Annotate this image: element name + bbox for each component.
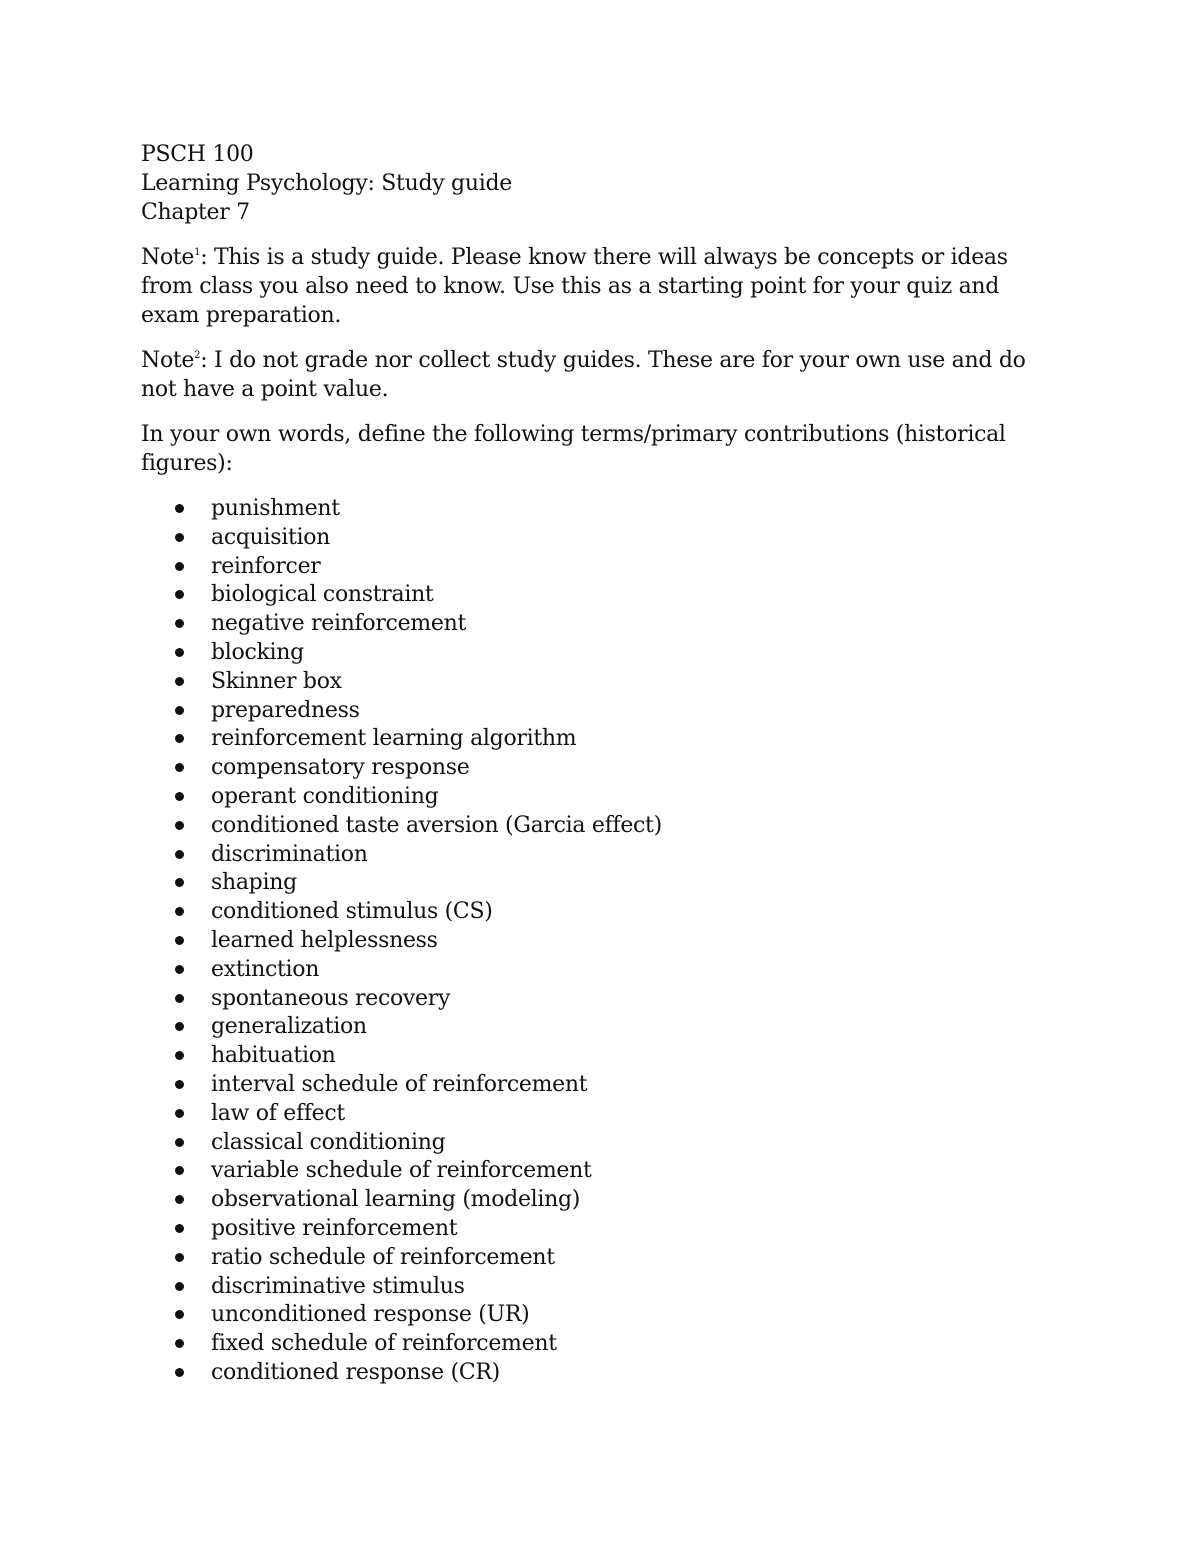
- term-text: conditioned taste aversion (Garcia effect): [211, 812, 662, 838]
- bullet-icon: [175, 1339, 184, 1348]
- term-list-item: [141, 1099, 1041, 1128]
- bullet-icon: [175, 533, 184, 542]
- term-text: punishment: [211, 496, 340, 521]
- term-text: biological constraint: [211, 582, 434, 608]
- term-text: conditioned response (CR): [211, 1359, 500, 1385]
- term-list-item: [141, 897, 1041, 926]
- term-list-item: [141, 868, 1041, 897]
- term-list-item: [141, 1214, 1041, 1243]
- bullet-icon: [175, 763, 184, 772]
- bullet-icon: [175, 994, 184, 1003]
- term-text: reinforcer: [211, 553, 321, 579]
- term-list-item: [141, 552, 1041, 581]
- bullet-icon: [175, 1080, 184, 1089]
- note-2-text: : I do not grade nor collect study guides. These are for your own use and do not have a point value.: [141, 348, 1026, 402]
- term-text: habituation: [211, 1043, 336, 1069]
- term-text: spontaneous recovery: [211, 985, 451, 1011]
- term-list-item: [141, 955, 1041, 984]
- term-text: acquisition: [211, 524, 331, 550]
- bullet-icon: [175, 734, 184, 743]
- bullet-icon: [175, 1138, 184, 1147]
- bullet-icon: [175, 1195, 184, 1204]
- term-list-item: [141, 1185, 1041, 1214]
- term-list-item: [141, 811, 1041, 840]
- term-text: unconditioned response (UR): [211, 1302, 530, 1328]
- bullet-icon: [175, 590, 184, 599]
- term-list-item: [141, 984, 1041, 1013]
- bullet-icon: [175, 850, 184, 859]
- course-code: PSCH 100: [141, 142, 254, 167]
- term-text: classical conditioning: [211, 1129, 446, 1155]
- note-2-marker: 2: [194, 350, 201, 361]
- bullet-icon: [175, 878, 184, 887]
- bullet-icon: [175, 1051, 184, 1060]
- term-list-item: [141, 580, 1041, 609]
- term-text: operant conditioning: [211, 783, 439, 809]
- term-list-item: [141, 724, 1041, 753]
- term-text: discriminative stimulus: [211, 1273, 465, 1299]
- bullet-icon: [175, 1368, 184, 1377]
- term-text: observational learning (modeling): [211, 1187, 581, 1213]
- term-list-item: [141, 667, 1041, 696]
- term-list-item: [141, 1041, 1041, 1070]
- term-text: extinction: [211, 956, 320, 982]
- bullet-icon: [175, 1310, 184, 1319]
- term-list-item: [141, 494, 1041, 523]
- term-list-item: [141, 1358, 1041, 1387]
- term-text: interval schedule of reinforcement: [211, 1071, 588, 1097]
- term-text: ratio schedule of reinforcement: [211, 1244, 555, 1270]
- term-list-item: [141, 782, 1041, 811]
- term-text: conditioned stimulus (CS): [211, 899, 493, 925]
- term-list-item: [141, 1300, 1041, 1329]
- term-list-item: [141, 1128, 1041, 1157]
- note-2-label: Note: [141, 348, 195, 373]
- term-list-item: [141, 1272, 1041, 1301]
- bullet-icon: [175, 504, 184, 513]
- bullet-icon: [175, 1166, 184, 1175]
- term-text: reinforcement learning algorithm: [211, 726, 577, 752]
- bullet-icon: [175, 907, 184, 916]
- bullet-icon: [175, 1253, 184, 1262]
- document-header: [141, 140, 1041, 227]
- bullet-icon: [175, 821, 184, 830]
- term-list-item: [141, 1329, 1041, 1358]
- term-list-item: [141, 1012, 1041, 1041]
- note-1-label: Note: [141, 245, 195, 270]
- term-list-item: [141, 840, 1041, 869]
- chapter-label: Chapter 7: [141, 200, 250, 225]
- term-text: positive reinforcement: [211, 1215, 458, 1241]
- term-list-item: [141, 609, 1041, 638]
- term-text: variable schedule of reinforcement: [211, 1158, 592, 1184]
- term-list-item: [141, 696, 1041, 725]
- term-text: preparedness: [211, 697, 360, 723]
- term-list-item: [141, 753, 1041, 782]
- note-1-marker: 1: [194, 247, 201, 258]
- note-1: [141, 243, 1041, 330]
- bullet-icon: [175, 1224, 184, 1233]
- term-text: Skinner box: [211, 668, 342, 694]
- term-list-item: [141, 1156, 1041, 1185]
- term-text: learned helplessness: [211, 927, 438, 953]
- document-page: [141, 140, 1041, 1387]
- bullet-icon: [175, 562, 184, 571]
- bullet-icon: [175, 619, 184, 628]
- term-text: shaping: [211, 870, 297, 896]
- term-list-item: [141, 523, 1041, 552]
- bullet-icon: [175, 936, 184, 945]
- note-2: [141, 346, 1041, 404]
- term-list-item: [141, 1070, 1041, 1099]
- term-list-item: [141, 1243, 1041, 1272]
- term-text: discrimination: [211, 841, 368, 867]
- bullet-icon: [175, 792, 184, 801]
- instruction-text: In your own words, define the following terms/primary contributions (historical figures):: [141, 422, 1006, 476]
- bullet-icon: [175, 1022, 184, 1031]
- term-list-item: [141, 926, 1041, 955]
- term-text: negative reinforcement: [211, 611, 466, 637]
- term-text: compensatory response: [211, 755, 470, 781]
- bullet-icon: [175, 648, 184, 657]
- term-text: blocking: [211, 639, 304, 665]
- term-text: generalization: [211, 1014, 367, 1040]
- bullet-icon: [175, 677, 184, 686]
- term-text: law of effect: [211, 1100, 345, 1126]
- note-1-text: : This is a study guide. Please know there will always be concepts or ideas from class you also need to know. Use this as a starting point for your quiz and exam preparation.: [141, 245, 1008, 328]
- term-list-item: [141, 638, 1041, 667]
- document-title: Learning Psychology: Study guide: [141, 171, 512, 196]
- bullet-icon: [175, 1282, 184, 1291]
- bullet-icon: [175, 1109, 184, 1118]
- term-list: [141, 494, 1041, 1387]
- bullet-icon: [175, 706, 184, 715]
- term-text: fixed schedule of reinforcement: [211, 1331, 557, 1357]
- bullet-icon: [175, 965, 184, 974]
